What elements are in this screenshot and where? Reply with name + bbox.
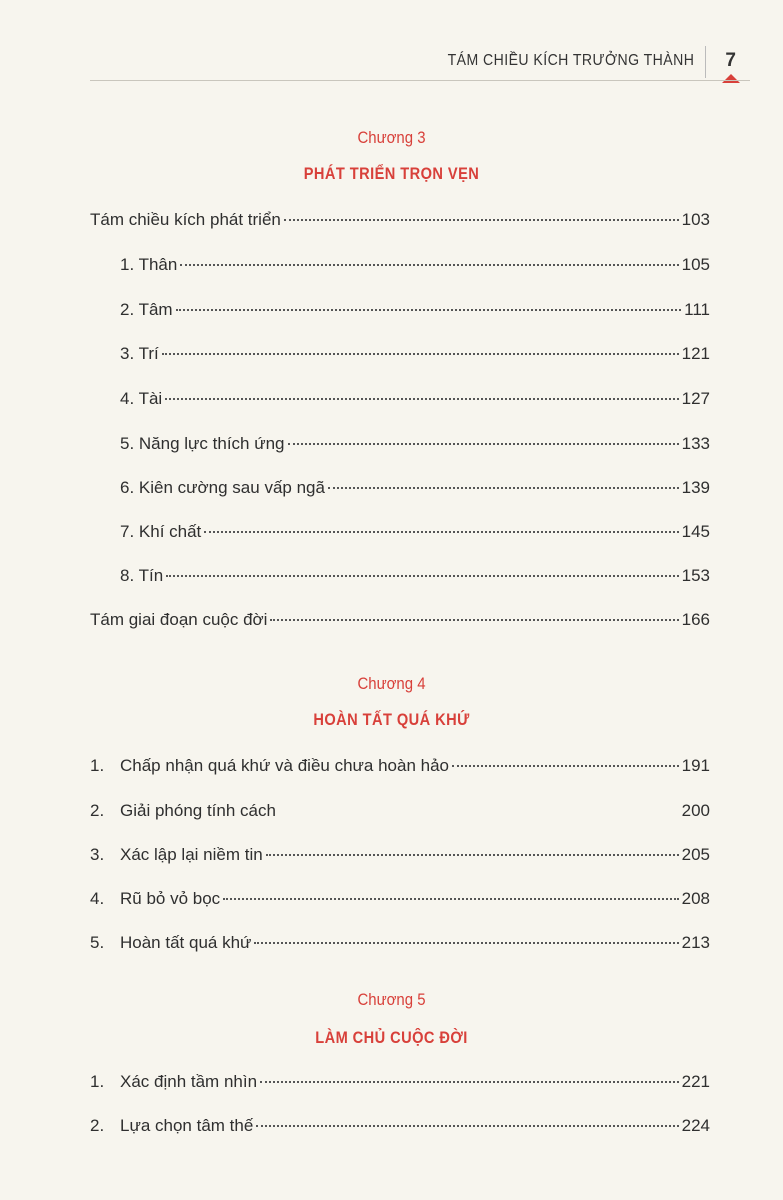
toc-entry-title: Giải phóng tính cách <box>120 801 276 820</box>
header-rule <box>90 80 750 81</box>
toc-entry[interactable] <box>120 344 710 372</box>
toc-entry-title: Lựa chọn tâm thế <box>120 1116 254 1135</box>
toc-entry-number: 1. <box>90 1072 105 1091</box>
toc-entry[interactable] <box>120 566 710 594</box>
toc-entry-title: 1. Thân <box>120 255 178 274</box>
toc-entry[interactable] <box>90 845 710 873</box>
toc-entry[interactable] <box>120 255 710 283</box>
toc-entry-title: Xác định tầm nhìn <box>120 1072 258 1091</box>
toc-entry-page: 103 <box>681 210 710 229</box>
toc-entry-title: Chấp nhận quá khứ và điều chưa hoàn hảo <box>120 756 450 775</box>
dot-leader <box>176 309 682 311</box>
dot-leader <box>180 264 678 266</box>
toc-entry-page: 208 <box>681 889 710 908</box>
toc-entry-title: 4. Tài <box>120 389 163 408</box>
toc-entry-title: Tám chiều kích phát triển <box>90 210 281 229</box>
toc-entry[interactable] <box>120 434 710 462</box>
dot-leader <box>165 398 678 400</box>
toc-entry-page: 213 <box>681 933 710 952</box>
toc-entry[interactable] <box>90 210 710 238</box>
toc-entry-page: 145 <box>681 522 710 541</box>
toc-entry[interactable] <box>120 478 710 506</box>
toc-entry[interactable] <box>120 300 710 328</box>
header-separator <box>705 46 706 78</box>
toc-entry-title: 7. Khí chất <box>120 522 202 541</box>
toc-entry-page: 153 <box>681 566 710 585</box>
toc-entry-title: Xác lập lại niềm tin <box>120 845 263 864</box>
page-marker-triangle-icon <box>722 74 740 83</box>
toc-entry-title: Hoàn tất quá khứ <box>120 933 252 952</box>
toc-entry-page: 166 <box>681 610 710 629</box>
toc-entry[interactable] <box>90 1116 710 1144</box>
toc-entry-title: 2. Tâm <box>120 300 173 319</box>
dot-leader <box>288 443 679 445</box>
toc-entry-number: 4. <box>90 889 105 908</box>
toc-entry-title: Tám giai đoạn cuộc đời <box>90 610 268 629</box>
toc-entry[interactable] <box>120 522 710 550</box>
toc-entry-number: 2. <box>90 801 105 820</box>
dot-leader <box>270 619 678 621</box>
toc-entry-page: 105 <box>681 255 710 274</box>
toc-entry[interactable] <box>90 889 710 917</box>
dot-leader <box>223 898 678 900</box>
toc-entry-page: 121 <box>681 344 710 363</box>
toc-entry-page: 221 <box>681 1072 710 1091</box>
toc-entry[interactable] <box>90 756 710 784</box>
chapter-4-label: Chương 4 <box>357 674 426 693</box>
toc-entry-title: 6. Kiên cường sau vấp ngã <box>120 478 325 497</box>
toc-entry-page: 133 <box>681 434 710 453</box>
toc-entry-page: 224 <box>681 1116 710 1135</box>
dot-leader <box>260 1081 679 1083</box>
toc-entry-title: 5. Năng lực thích ứng <box>120 434 285 453</box>
toc-entry-number: 2. <box>90 1116 105 1135</box>
dot-leader <box>266 854 679 856</box>
toc-entry-number: 3. <box>90 845 105 864</box>
chapter-4-title: HOÀN TẤT QUÁ KHỨ <box>313 710 470 729</box>
toc-entry[interactable] <box>90 610 710 638</box>
chapter-3-label: Chương 3 <box>357 128 426 147</box>
toc-entry[interactable] <box>90 801 710 829</box>
toc-entry-title: 8. Tín <box>120 566 164 585</box>
dot-leader <box>328 487 679 489</box>
toc-entry-page: 205 <box>681 845 710 864</box>
dot-leader <box>254 942 678 944</box>
toc-entry-page: 139 <box>681 478 710 497</box>
toc-entry-page: 111 <box>684 300 710 319</box>
running-header <box>90 46 750 86</box>
running-header-title: TÁM CHIỀU KÍCH TRƯỞNG THÀNH <box>447 52 694 69</box>
toc-entry-title: Rũ bỏ vỏ bọc <box>120 889 221 908</box>
dot-leader <box>162 353 679 355</box>
chapter-5-title: LÀM CHỦ CUỘC ĐỜI <box>315 1028 468 1047</box>
toc-entry-title: 3. Trí <box>120 344 159 363</box>
toc-entry-page: 191 <box>681 756 710 775</box>
chapter-5-label: Chương 5 <box>357 990 426 1009</box>
toc-entry-number: 5. <box>90 933 105 952</box>
toc-entry-page: 127 <box>681 389 710 408</box>
dot-leader <box>166 575 678 577</box>
dot-leader <box>452 765 679 767</box>
toc-entry[interactable] <box>120 389 710 417</box>
chapter-3-title: PHÁT TRIỂN TRỌN VẸN <box>303 164 480 183</box>
dot-leader <box>204 531 678 533</box>
toc-entry-page: 200 <box>681 801 710 820</box>
toc-entry[interactable] <box>90 1072 710 1100</box>
page-number: 7 <box>725 50 736 71</box>
dot-leader <box>256 1125 678 1127</box>
toc-entry[interactable] <box>90 933 710 961</box>
dot-leader <box>284 219 679 221</box>
toc-entry-number: 1. <box>90 756 105 775</box>
